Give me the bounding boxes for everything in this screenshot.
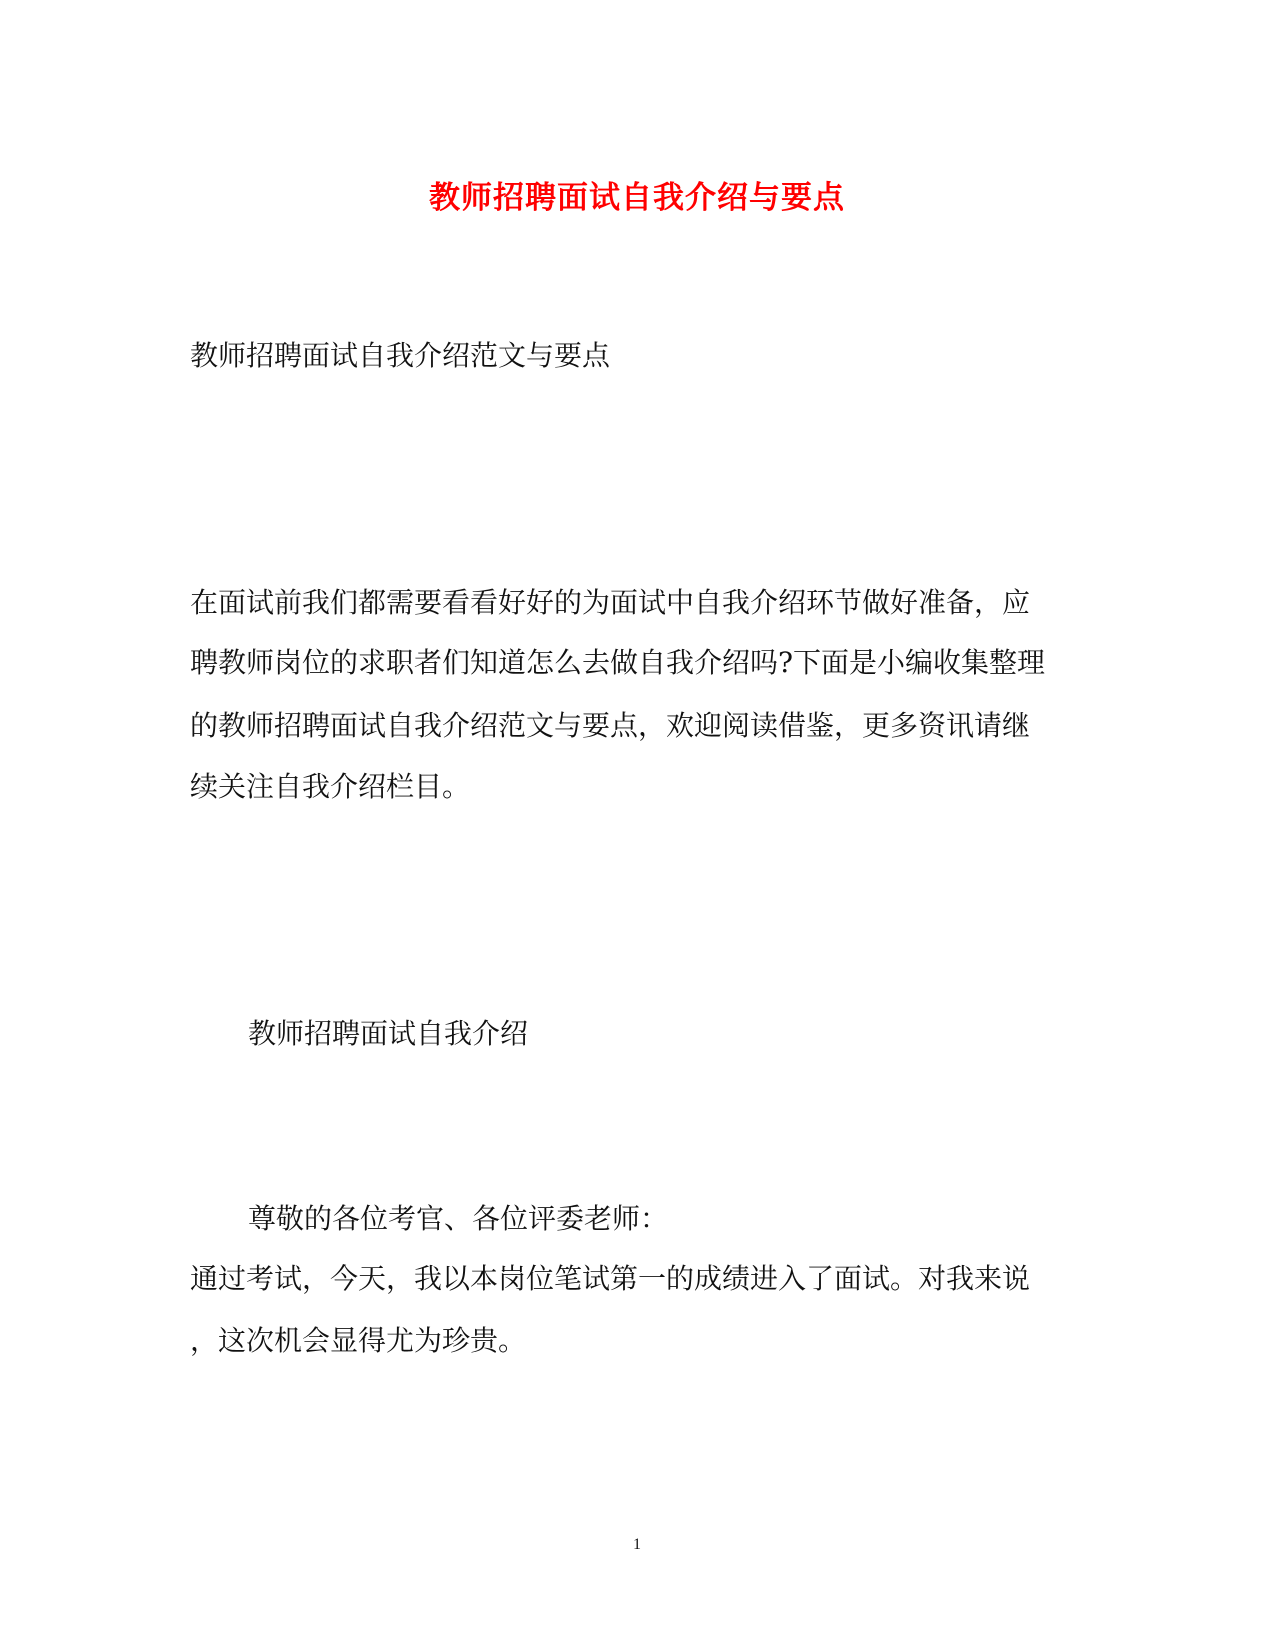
intro-line-1: 在面试前我们都需要看看好好的为面试中自我介绍环节做好准备，应	[190, 586, 1031, 619]
greeting-line: 尊敬的各位考官、各位评委老师：	[248, 1202, 669, 1235]
body-line-1: 通过考试，今天，我以本岗位笔试第一的成绩进入了面试。对我来说	[190, 1262, 1031, 1295]
body-line-2: ，这次机会显得尤为珍贵。	[190, 1324, 527, 1357]
intro-line-2: 聘教师岗位的求职者们知道怎么去做自我介绍吗?下面是小编收集整理	[190, 646, 1046, 679]
page-number: 1	[633, 1536, 641, 1553]
intro-line-4: 续关注自我介绍栏目。	[190, 770, 471, 803]
document-title: 教师招聘面试自我介绍与要点	[429, 180, 845, 216]
intro-line-3: 的教师招聘面试自我介绍范文与要点，欢迎阅读借鉴，更多资讯请继	[190, 709, 1031, 742]
document-subtitle: 教师招聘面试自我介绍范文与要点	[190, 339, 611, 372]
section-heading: 教师招聘面试自我介绍	[248, 1017, 529, 1050]
